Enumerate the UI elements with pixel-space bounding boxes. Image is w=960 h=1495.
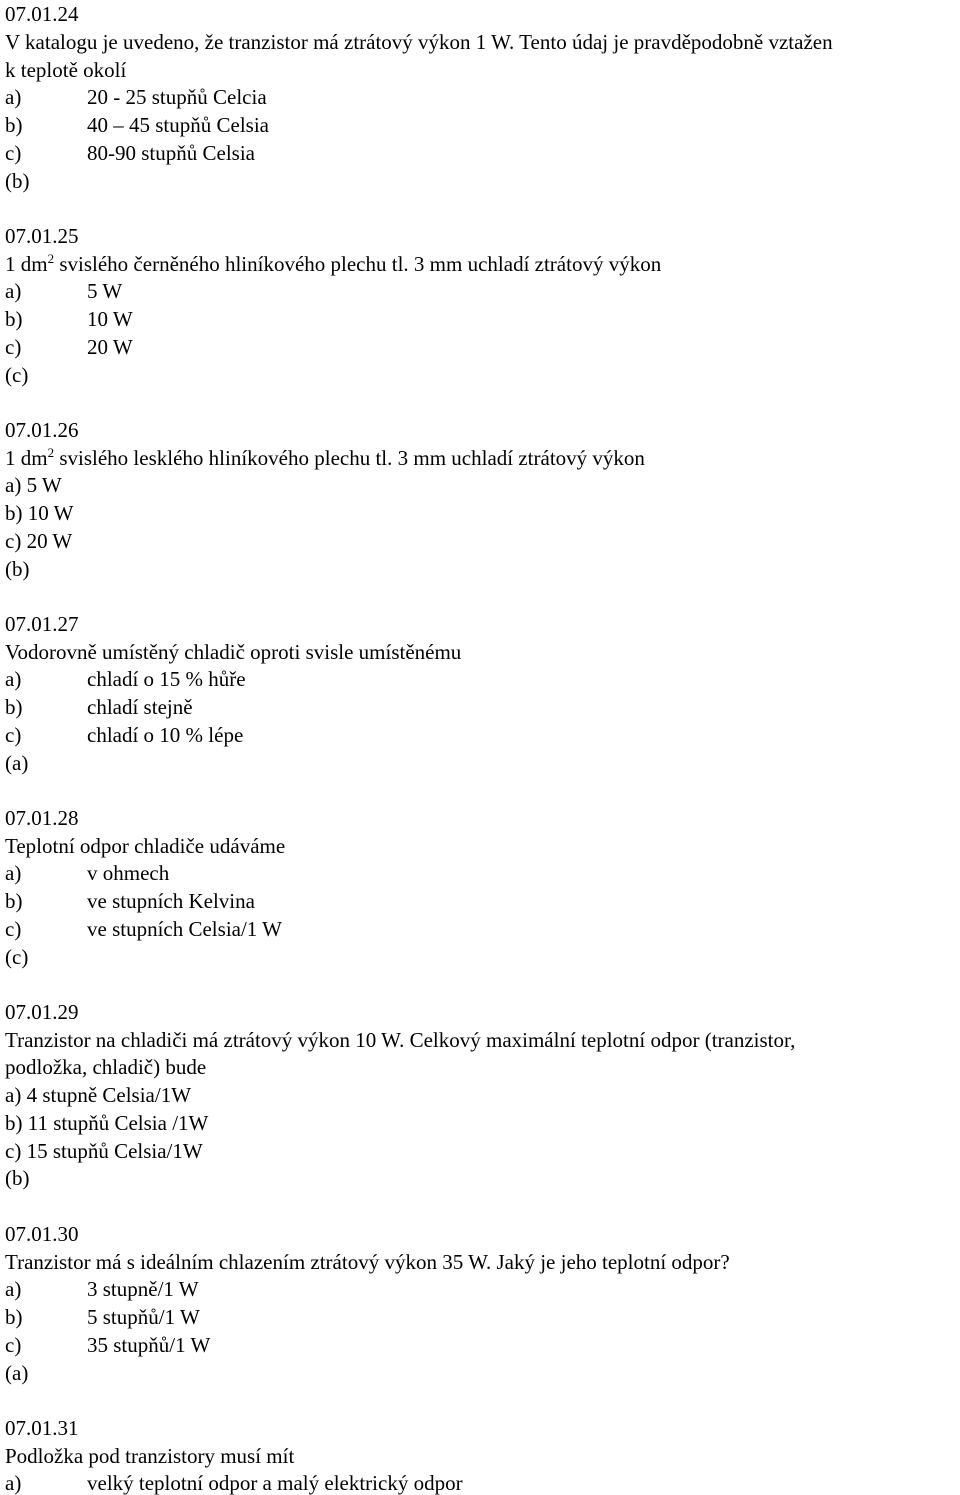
option-text: 40 – 45 stupňů Celsia <box>87 113 269 137</box>
option-b <box>5 307 133 331</box>
option-text: velký teplotní odpor a malý elektrický odpor <box>87 1471 463 1495</box>
option-text: ve stupních Kelvina <box>87 889 255 913</box>
option-text: 20 - 25 stupňů Celcia <box>87 85 267 109</box>
option-b: b) 10 W <box>5 501 74 525</box>
correct-answer: (c) <box>5 945 29 969</box>
option-letter: a) <box>5 1471 22 1495</box>
option-text: 35 stupňů/1 W <box>87 1333 211 1357</box>
question-text-start: 1 dm <box>5 252 48 276</box>
option-text: 5 W <box>87 279 123 303</box>
option-letter: a) <box>5 667 22 691</box>
option-letter: c) <box>5 917 22 941</box>
question-text: Vodorovně umístěný chladič oproti svisle umístěnému <box>5 640 462 664</box>
option-text: chladí o 10 % lépe <box>87 723 244 747</box>
question-text: Tranzistor na chladiči má ztrátový výkon 10 W. Celkový maximální teplotní odpor (tranzistor, <box>5 1028 796 1052</box>
option-letter: b) <box>5 695 23 719</box>
question-number: 07.01.25 <box>5 224 79 248</box>
question-text: Podložka pod tranzistory musí mít <box>5 1444 295 1468</box>
correct-answer: (a) <box>5 751 29 775</box>
option-c <box>5 1333 210 1357</box>
question-number: 07.01.24 <box>5 2 79 26</box>
option-text: v ohmech <box>87 861 170 885</box>
question-number: 07.01.31 <box>5 1416 79 1440</box>
question-text <box>5 446 645 473</box>
option-c: c) 20 W <box>5 529 73 553</box>
correct-answer: (b) <box>5 1166 30 1190</box>
option-letter: a) <box>5 279 22 303</box>
option-letter: c) <box>5 723 22 747</box>
correct-answer: (b) <box>5 169 30 193</box>
option-b <box>5 695 193 719</box>
question-text-end: svislého černěného hliníkového plechu tl. 3 mm uchladí ztrátový výkon <box>54 252 662 276</box>
option-text: ve stupních Celsia/1 W <box>87 917 282 941</box>
question-number: 07.01.30 <box>5 1222 79 1246</box>
question-text-start: 1 dm <box>5 446 48 470</box>
question-text-end: svislého lesklého hliníkového plechu tl. 3 mm uchladí ztrátový výkon <box>54 446 645 470</box>
option-a <box>5 85 267 109</box>
option-text: 3 stupně/1 W <box>87 1277 199 1301</box>
correct-answer: (a) <box>5 1361 29 1385</box>
option-a: a) 4 stupně Celsia/1W <box>5 1083 192 1107</box>
option-letter: c) <box>5 335 22 359</box>
option-letter: a) <box>5 861 22 885</box>
question-number: 07.01.28 <box>5 806 79 830</box>
question-number: 07.01.27 <box>5 612 79 636</box>
option-letter: a) <box>5 85 22 109</box>
question-number: 07.01.26 <box>5 418 79 442</box>
option-text: 80-90 stupňů Celsia <box>87 141 255 165</box>
option-c <box>5 917 282 941</box>
superscript: 2 <box>47 445 55 460</box>
question-text: V katalogu je uvedeno, že tranzistor má ztrátový výkon 1 W. Tento údaj je pravděpodobně vztažen <box>5 30 833 54</box>
option-a <box>5 1277 199 1301</box>
option-c: c) 15 stupňů Celsia/1W <box>5 1139 203 1163</box>
question-text-continued: podložka, chladič) bude <box>5 1055 207 1079</box>
option-letter: b) <box>5 1305 23 1329</box>
question-text: Tranzistor má s ideálním chlazením ztrátový výkon 35 W. Jaký je jeho teplotní odpor? <box>5 1250 730 1274</box>
option-a <box>5 1471 463 1495</box>
correct-answer: (c) <box>5 363 29 387</box>
option-letter: b) <box>5 113 23 137</box>
option-b <box>5 1305 200 1329</box>
option-text: chladí o 15 % hůře <box>87 667 246 691</box>
question-text-continued: k teplotě okolí <box>5 58 127 82</box>
option-c <box>5 335 133 359</box>
option-text: 5 stupňů/1 W <box>87 1305 200 1329</box>
question-number: 07.01.29 <box>5 1000 79 1024</box>
option-b <box>5 889 255 913</box>
option-letter: b) <box>5 307 23 331</box>
question-text: Teplotní odpor chladiče udáváme <box>5 834 286 858</box>
option-letter: b) <box>5 889 23 913</box>
option-c <box>5 723 243 747</box>
option-a: a) 5 W <box>5 473 62 497</box>
option-text: chladí stejně <box>87 695 193 719</box>
option-a <box>5 861 169 885</box>
option-b: b) 11 stupňů Celsia /1W <box>5 1111 209 1135</box>
option-text: 10 W <box>87 307 133 331</box>
option-a <box>5 279 122 303</box>
option-letter: c) <box>5 1333 22 1357</box>
option-c <box>5 141 255 165</box>
option-letter: a) <box>5 1277 22 1301</box>
superscript: 2 <box>47 251 55 266</box>
correct-answer: (b) <box>5 557 30 581</box>
option-a <box>5 667 246 691</box>
option-letter: c) <box>5 141 22 165</box>
option-b <box>5 113 269 137</box>
question-text <box>5 252 661 279</box>
option-text: 20 W <box>87 335 133 359</box>
